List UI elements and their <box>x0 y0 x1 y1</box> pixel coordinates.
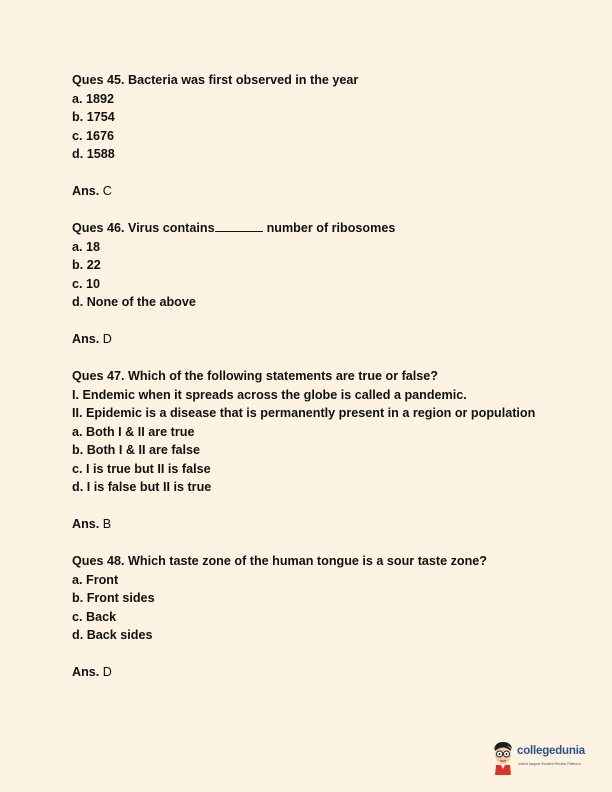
option-a: a. Both I & II are true <box>72 424 195 439</box>
option-c: c. I is true but II is false <box>72 461 211 476</box>
brand-name: collegedunia <box>517 745 585 757</box>
answer-48: Ans. D <box>72 665 112 679</box>
question-46 <box>72 219 542 349</box>
answer-45: Ans. C <box>72 184 112 198</box>
option-b: b. 22 <box>72 258 101 272</box>
option-a: a. 18 <box>72 239 101 254</box>
answer-47: Ans. B <box>72 517 112 531</box>
option-b: b. Front sides <box>72 591 155 605</box>
option-c: c. 10 <box>72 276 101 291</box>
option-a: a. 1892 <box>72 91 115 106</box>
question-48-text: Ques 48. Which taste zone of the human tongue is a sour taste zone? <box>72 554 487 568</box>
option-a: a. Front <box>72 572 119 587</box>
mascot-icon <box>491 741 515 775</box>
option-c: c. Back <box>72 609 117 624</box>
fill-in-blank <box>215 231 263 232</box>
brand-tagline: India's largest Student Review Platform <box>518 762 581 766</box>
question-47 <box>72 367 542 534</box>
option-b: b. 1754 <box>72 110 115 124</box>
option-d: d. 1588 <box>72 147 115 161</box>
collegedunia-logo <box>491 741 591 777</box>
option-d: d. Back sides <box>72 628 153 642</box>
question-45-text: Ques 45. Bacteria was first observed in the year <box>72 73 359 87</box>
option-d: d. I is false but II is true <box>72 480 212 494</box>
question-45 <box>72 71 542 201</box>
question-48 <box>72 552 542 682</box>
answer-46: Ans. D <box>72 332 112 346</box>
option-d: d. None of the above <box>72 295 196 309</box>
question-46-text: Ques 46. Virus contains number of ribosomes <box>72 221 396 235</box>
statement-2: II. Epidemic is a disease that is permanently present in a region or population <box>72 406 536 420</box>
question-list <box>72 71 542 700</box>
question-47-text: Ques 47. Which of the following statements are true or false? <box>72 369 439 383</box>
option-c: c. 1676 <box>72 128 115 143</box>
option-b: b. Both I & II are false <box>72 443 201 457</box>
statement-1: I. Endemic when it spreads across the globe is called a pandemic. <box>72 387 467 402</box>
